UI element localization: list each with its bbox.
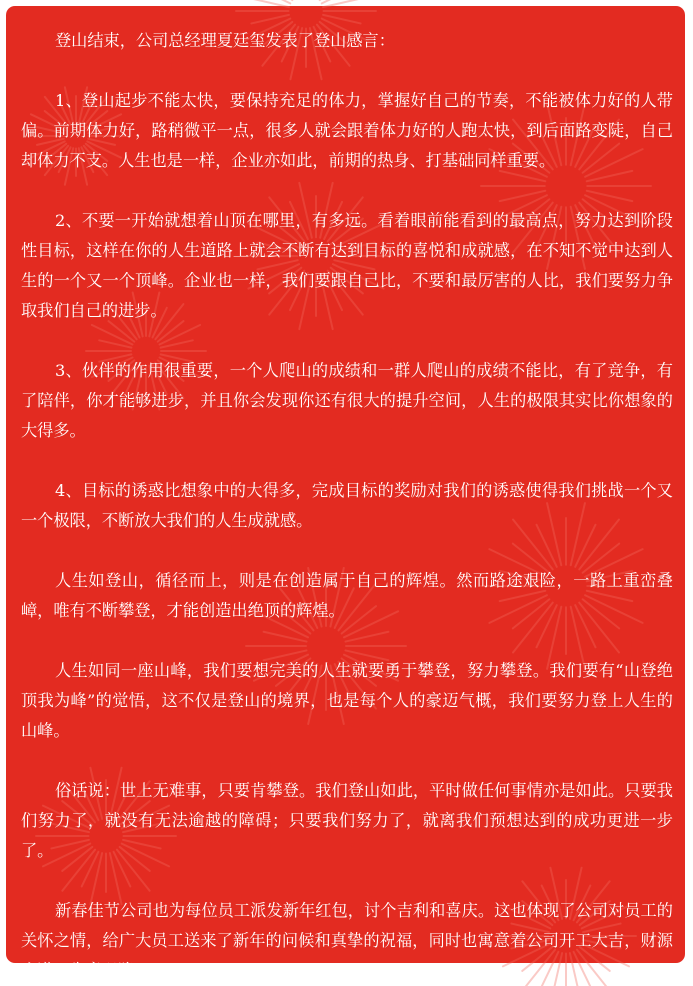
paragraph-intro: 登山结束，公司总经理夏廷玺发表了登山感言： [21, 26, 673, 56]
paragraph-point-2: 2、不要一开始就想着山顶在哪里，有多远。看着眼前能看到的最高点，努力达到阶段性目标，这样在你的人生道路上就会不断有达到目标的喜悦和成就感，在不知不觉中达到人生的一个又一个顶峰。企业也一样，我们要跟自己比，不要和最厉害的人比，我们要努力争取我们自己的进步。 [21, 206, 673, 326]
article-card [6, 6, 685, 963]
paragraph-point-1: 1、登山起步不能太快，要保持充足的体力，掌握好自己的节奏，不能被体力好的人带偏。前期体力好，路稍微平一点，很多人就会跟着体力好的人跑太快，到后面路变陡，自己却体力不支。人生也是一样，企业亦如此，前期的热身、打基础同样重要。 [21, 86, 673, 176]
paragraph-life-peak: 人生如同一座山峰，我们要想完美的人生就要勇于攀登，努力攀登。我们要有“山登绝顶我为峰”的觉悟，这不仅是登山的境界，也是每个人的豪迈气概，我们要努力登上人生的山峰。 [21, 656, 673, 746]
paragraph-life-climb: 人生如登山，循径而上，则是在创造属于自己的辉煌。然而路途艰险，一路上重峦叠嶂，唯有不断攀登，才能创造出绝顶的辉煌。 [21, 566, 673, 626]
paragraph-point-4: 4、目标的诱惑比想象中的大得多，完成目标的奖励对我们的诱惑使得我们挑战一个又一个极限，不断放大我们的人生成就感。 [21, 476, 673, 536]
paragraph-point-3: 3、伙伴的作用很重要，一个人爬山的成绩和一群人爬山的成绩不能比，有了竞争，有了陪伴，你才能够进步，并且你会发现你还有很大的提升空间，人生的极限其实比你想象的大得多。 [21, 356, 673, 446]
paragraph-new-year: 新春佳节公司也为每位员工派发新年红包，讨个吉利和喜庆。这也体现了公司对员工的关怀之情，给广大员工送来了新年的问候和真挚的祝福，同时也寓意着公司开工大吉，财源广进，生意兴隆。 [21, 896, 673, 986]
paragraph-proverb: 俗话说：世上无难事，只要肯攀登。我们登山如此，平时做任何事情亦是如此。只要我们努力了，就没有无法逾越的障碍；只要我们努力了，就离我们预想达到的成功更进一步了。 [21, 776, 673, 866]
article-body [21, 26, 673, 986]
